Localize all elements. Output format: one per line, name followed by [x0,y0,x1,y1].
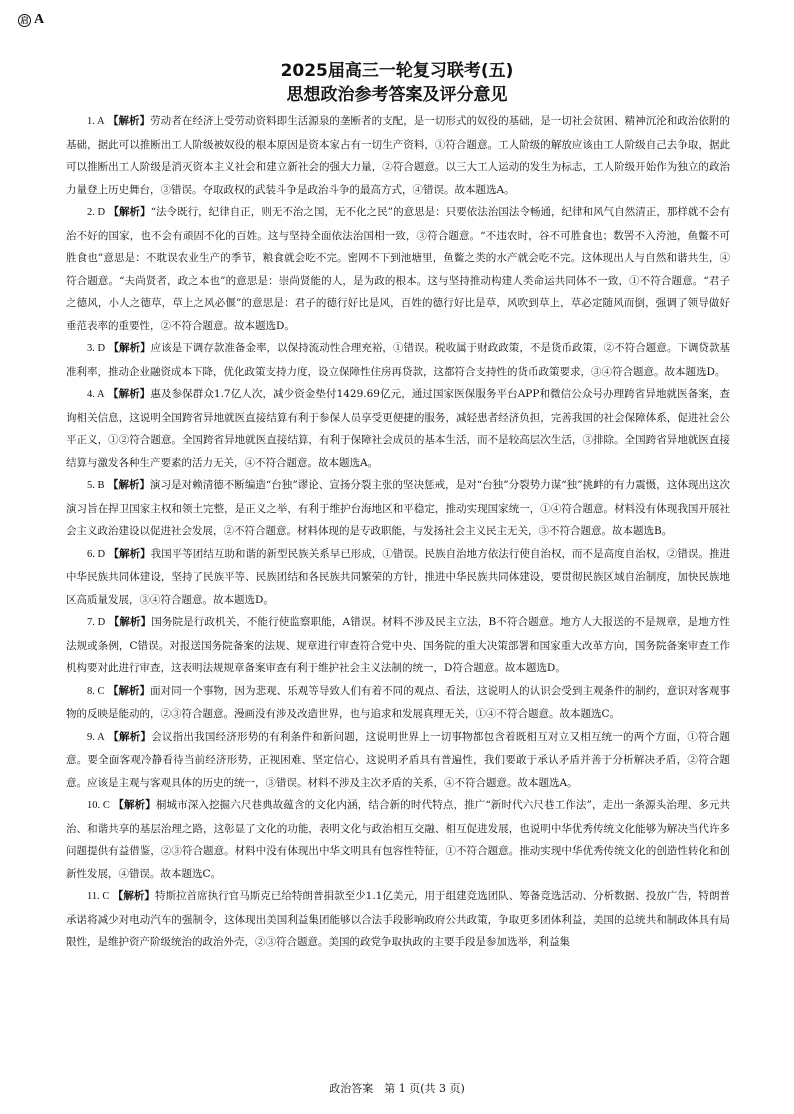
answer-text: 惠及参保群众1.7亿人次，减少资金垫付1429.69亿元，通过国家医保服务平台APP和微信公众号办理跨省异地就医备案，查询相关信息，这说明全国跨省异地就医直接结算有利于参保人员享受更便捷的服务，减轻患者经济负担，完善我国的社会保障体系，促进社会公平正义，①②符合题意。全国跨省异地就医直接结算，有利于保障社会成员的基本生活，而不是较高层次生活，③排除。全国跨省异地就医直接结算与激发各种生产要素的活力无关，④不符合题意。故本题选A。 [66,388,730,469]
answer-item-1 [66,110,730,201]
answer-item-3 [66,337,730,383]
answer-item-7 [66,611,730,680]
answer-item-4 [66,383,730,474]
exam-badge [18,12,44,28]
analysis-tag: 【解析】 [108,206,151,218]
answer-number: 11. C [87,891,110,902]
answer-item-6 [66,543,730,612]
answer-number: 1. A [87,116,105,127]
analysis-tag: 【解析】 [108,547,151,560]
answer-item-10 [66,794,730,885]
analysis-tag: 【解析】 [108,388,151,400]
answer-text: “法令既行，纪律自正，则无不治之国，无不化之民”的意思是：只要依法治国法令畅通，纪律和风气自然清正，那样就不会有治不好的国家，也不会有顽固不化的百姓。这与坚持全面依法治国相一致，③符合题意。“不违农时，谷不可胜食也；数罟不入洿池，鱼鳖不可胜食也”意思是：不耽误农业生产的季节，粮食就会吃不完。密网不下到池塘里，鱼鳖之类的水产就会吃不完。这体现出人与自然和谐共生，④符合题意。“夫尚贤者，政之本也”的意思是：崇尚贤能的人，是为政的根本。这与坚持推动构建人类命运共同体不一致，①不符合题意。“君子之德风，小人之德草，草上之风必偃”的意思是：君子的德行好比是风，百姓的德行好比是草，风吹到草上，草必定随风而倒，强调了领导做好垂范表率的重要性，②不符合题意。故本题选D。 [66,206,731,332]
page-footer: 政治答案 第 1 页(共 3 页) [329,1082,465,1095]
answer-text: 应该是下调存款准备金率，以保持流动性合理充裕，①错误。税收属于财政政策，不是货币政策，②不符合题意。下调贷款基准利率，推动企业融资成本下降，优化政策支持力度，设立保障性住房再贷款，这都符合支持性的货币政策要求，③④符合题意。故本题选D。 [66,342,730,378]
analysis-tag: 【解析】 [107,115,151,127]
answer-text: 我国平等团结互助和谐的新型民族关系早已形成，①错误。民族自治地方依法行使自治权，而不是高度自治权，②错误。推进中华民族共同体建设，坚持了民族平等、民族团结和各民族共同繁荣的方针，推进中华民族共同体建设，要贯彻民族区域自治制度，加快民族地区高质量发展，③④符合题意。故本题选D。 [66,547,730,606]
answer-number: 8. C [87,685,105,697]
answer-item-2 [66,201,730,337]
analysis-tag: 【解析】 [107,479,151,491]
page-subtitle: 思想政治参考答案及评分意见 [286,85,508,105]
analysis-tag: 【解析】 [108,342,151,354]
analysis-tag: 【解析】 [113,799,156,811]
badge-letter: A [34,12,45,27]
analysis-tag: 【解析】 [112,890,155,902]
answer-text: 演习是对赖清德不断编造“台独”谬论、宣扬分裂主张的坚决惩戒，是对“台独”分裂势力谋“独”挑衅的有力震慑，这体现出这次演习旨在捍卫国家主权和领土完整，是正义之举，有利于维护台海地区和平稳定，推动实现国家统一，①④符合题意。材料没有体现我国开展社会主义政治建设以促进社会发展，②不符合题意。材料体现的是专政职能，与发扬社会主义民主无关，③不符合题意。故本题选B。 [66,479,730,537]
badge-mark: 启 [18,14,31,27]
analysis-tag: 【解析】 [107,684,151,697]
answer-number: 2. D [87,207,106,218]
analysis-tag: 【解析】 [108,616,152,628]
answer-text: 桐城市深入挖掘六尺巷典故蕴含的文化内涵，结合新的时代特点，推广“新时代六尺巷工作法”，走出一条源头治理、多元共治、和谐共享的基层治理之路，这彰显了文化的功能，表明文化与政治相互交融、相互促进发展，也说明中华优秀传统文化能够为解决当代许多问题提供有益借鉴，②③符合题意。材料中没有体现出中华文明具有包容性特征，①不符合题意。推动实现中华优秀传统文化的创造性转化和创新性发展，④错误。故本题选C。 [66,799,730,880]
answer-item-11 [66,885,730,954]
answer-item-8 [66,680,730,726]
answer-list [66,110,730,954]
answer-number: 9. A [87,731,105,743]
page-title: 2025届高三一轮复习联考(五) [280,61,514,81]
answer-number: 3. D [87,343,106,354]
answer-number: 7. D [87,617,106,628]
analysis-tag: 【解析】 [108,730,152,743]
answer-number: 5. B [87,480,105,491]
answer-number: 4. A [87,389,105,400]
answer-item-5 [66,474,730,543]
answer-text: 面对同一个事物，因为悲观、乐观等导致人们有着不同的观点、看法，这说明人的认识会受到主观条件的制约，意识对客观事物的反映是能动的，②③符合题意。漫画没有涉及改造世界，也与追求和发展真理无关，①④不符合题意。故本题选C。 [66,684,731,720]
answer-item-9 [66,726,730,795]
answer-text: 国务院是行政机关，不能行使监察职能，A错误。材料不涉及民主立法，B不符合题意。地方人大报送的不是规章，是地方性法规或条例，C错误。对报送国务院备案的法规、规章进行审查符合党中央、国务院的重大决策部署和国家重大改革方向，国务院备案审查工作机构要对此进行审查，这表明法规规章备案审查有利于维护社会主义法制的统一，D符合题意。故本题选D。 [66,616,731,674]
answer-number: 10. C [87,800,110,811]
answer-text: 会议指出我国经济形势的有利条件和新问题，这说明世界上一切事物都包含着既相互对立又相互统一的两个方面，①符合题意。要全面客观冷静看待当前经济形势，正视困难、坚定信心，这说明矛盾具有普遍性，我们要敢于承认矛盾并善于分析解决矛盾，②符合题意。应该是主观与客观具体的历史的统一，③错误。材料不涉及主次矛盾的关系，④不符合题意。故本题选A。 [66,730,731,789]
answer-text: 劳动者在经济上受劳动资料即生活源泉的垄断者的支配，是一切形式的奴役的基础，是一切社会贫困、精神沉沦和政治依附的基础，据此可以推断出工人阶级被奴役的根本原因是资本家占有一切生产资料，①符合题意。工人阶级的解放应该由工人阶级自己去争取，据此可以推断出工人阶级是消灭资本主义社会和建立新社会的强大力量，②符合题意。以三大工人运动的发生为标志，工人阶级开始作为独立的政治力量登上历史舞台，③错误。夺取政权的武装斗争是政治斗争的最高方式，④错误。故本题选A。 [66,115,731,196]
answer-text: 特斯拉首席执行官马斯克已给特朗普捐款至少1.1亿美元，用于组建竞选团队、筹备竞选活动、分析数据、投放广告，特朗普承诺将减少对电动汽车的强制令，这体现出美国利益集团能够以合法手段影响政府公共政策，争取更多团体利益，美国的总统共和制政体具有局限性，是维护资产阶级统治的政治外壳，②③符合题意。美国的政党争取执政的主要手段是参加选举，利益集 [66,890,731,948]
answer-number: 6. D [87,548,106,560]
